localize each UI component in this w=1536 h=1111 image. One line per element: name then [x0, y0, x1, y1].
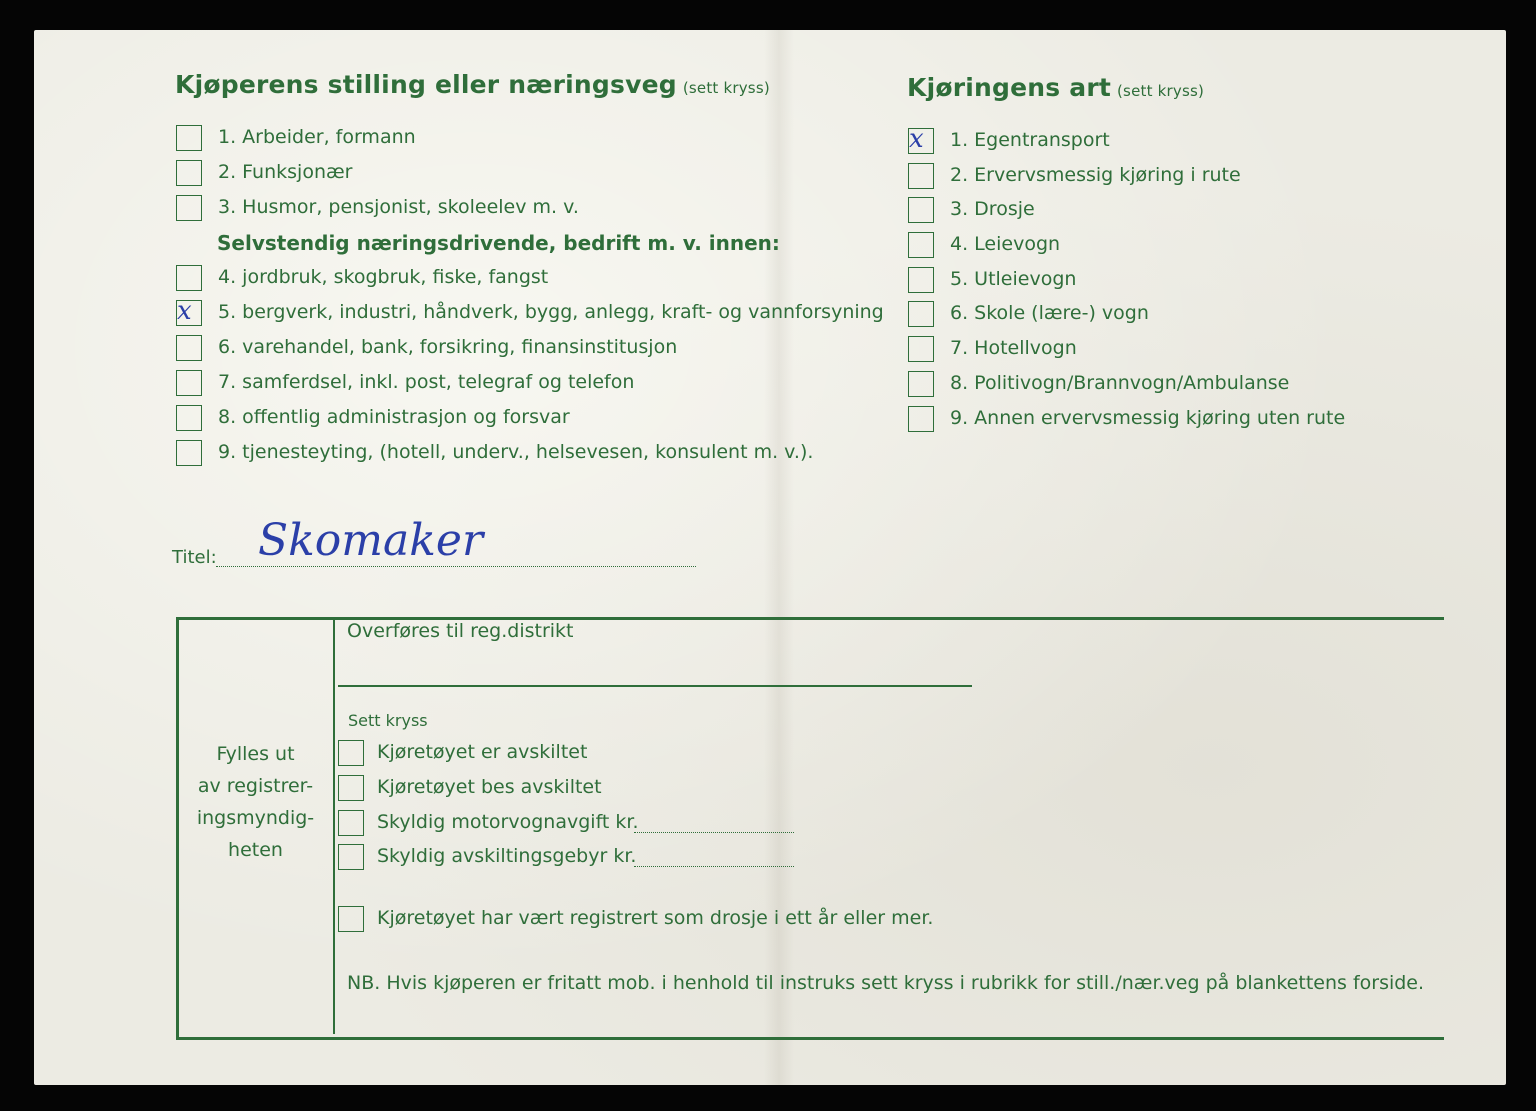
item-label: 1. Egentransport: [950, 129, 1110, 151]
item-label: 6. varehandel, bank, forsikring, finansinstitusjon: [218, 336, 678, 358]
checkbox-utleievogn[interactable]: [908, 267, 934, 293]
item-label: 2. Ervervsmessig kjøring i rute: [950, 164, 1241, 186]
checkbox-annen-kjoring[interactable]: [908, 406, 934, 432]
avskiltingsgebyr-amount-line[interactable]: [634, 850, 794, 867]
checkbox-jordbruk[interactable]: [176, 265, 202, 291]
side-label-line: av registrer-: [197, 775, 314, 797]
checkbox-motorvognavgift[interactable]: [338, 810, 364, 836]
checkbox-samferdsel[interactable]: [176, 370, 202, 396]
checkbox-hotellvogn[interactable]: [908, 336, 934, 362]
item-label: 3. Husmor, pensjonist, skoleelev m. v.: [218, 196, 579, 218]
left-subheading: Selvstendig næringsdrivende, bedrift m. v. innen:: [217, 231, 780, 255]
checkbox-husmor[interactable]: [176, 195, 202, 221]
check-label: Kjøretøyet bes avskiltet: [377, 776, 602, 798]
mobilization-note: NB. Hvis kjøperen er fritatt mob. i henhold til instruks sett kryss i rubrikk for still./nær.veg på blankettens forside.: [347, 972, 1425, 994]
item-label: 5. Utleievogn: [950, 268, 1077, 290]
checkbox-politivogn[interactable]: [908, 371, 934, 397]
check-label: Skyldig motorvognavgift kr.: [377, 811, 639, 833]
checkbox-avskiltingsgebyr[interactable]: [338, 844, 364, 870]
checkbox-bergverk-mark: x: [177, 296, 192, 326]
checkbox-rute[interactable]: [908, 163, 934, 189]
side-label-line: ingsmyndig-: [196, 807, 315, 829]
right-title-text: Kjøringens art: [907, 73, 1111, 102]
side-label-line: heten: [228, 839, 283, 861]
item-label: 7. samferdsel, inkl. post, telegraf og telefon: [218, 371, 635, 393]
checkbox-varehandel[interactable]: [176, 335, 202, 361]
check-hint: Sett kryss: [348, 711, 428, 730]
item-label: 1. Arbeider, formann: [218, 126, 416, 148]
checkbox-egentransport-mark: x: [909, 124, 924, 154]
side-label-line: Fylles ut: [216, 743, 295, 765]
item-label: 5. bergverk, industri, håndverk, bygg, anlegg, kraft- og vannforsyning: [218, 301, 884, 323]
check-label: Kjøretøyet er avskiltet: [377, 741, 588, 763]
check-label: Skyldig avskiltingsgebyr kr.: [377, 845, 637, 867]
left-title-hint: (sett kryss): [682, 79, 770, 97]
item-label: 4. jordbruk, skogbruk, fiske, fangst: [218, 266, 549, 288]
checkbox-offentlig[interactable]: [176, 405, 202, 431]
checkbox-funksjonaer[interactable]: [176, 160, 202, 186]
item-label: 3. Drosje: [950, 198, 1035, 220]
item-label: 2. Funksjonær: [218, 161, 353, 183]
item-label: 9. Annen ervervsmessig kjøring uten rute: [950, 407, 1346, 429]
transfer-label: Overføres til reg.distrikt: [347, 620, 574, 642]
checkbox-bes-avskiltet[interactable]: [338, 775, 364, 801]
item-label: 8. Politivogn/Brannvogn/Ambulanse: [950, 372, 1290, 394]
checkbox-avskiltet[interactable]: [338, 740, 364, 766]
title-field-value[interactable]: Skomaker: [258, 515, 483, 566]
item-label: 6. Skole (lære-) vogn: [950, 302, 1149, 324]
registry-divider: [333, 617, 335, 1034]
left-title-text: Kjøperens stilling eller næringsveg: [175, 70, 677, 99]
transfer-line[interactable]: [338, 685, 972, 687]
item-label: 7. Hotellvogn: [950, 337, 1077, 359]
motorvognavgift-amount-line[interactable]: [634, 816, 794, 833]
title-field-label: Titel:: [172, 547, 217, 568]
right-section-title: [907, 73, 1204, 102]
registry-bottom-border: [176, 1037, 1444, 1040]
item-label: 9. tjenesteyting, (hotell, underv., helsevesen, konsulent m. v.).: [218, 441, 814, 463]
checkbox-drosje[interactable]: [908, 197, 934, 223]
left-section-title: [175, 70, 770, 99]
checkbox-tjenesteyting[interactable]: [176, 440, 202, 466]
checkbox-skolevogn[interactable]: [908, 301, 934, 327]
registry-side-label: [178, 738, 333, 866]
right-title-hint: (sett kryss): [1117, 82, 1205, 100]
checkbox-leievogn[interactable]: [908, 232, 934, 258]
checkbox-drosje-ett-aar[interactable]: [338, 906, 364, 932]
item-label: 4. Leievogn: [950, 233, 1061, 255]
checkbox-arbeider[interactable]: [176, 125, 202, 151]
check-label: Kjøretøyet har vært registrert som drosje i ett år eller mer.: [377, 907, 934, 929]
item-label: 8. offentlig administrasjon og forsvar: [218, 406, 570, 428]
